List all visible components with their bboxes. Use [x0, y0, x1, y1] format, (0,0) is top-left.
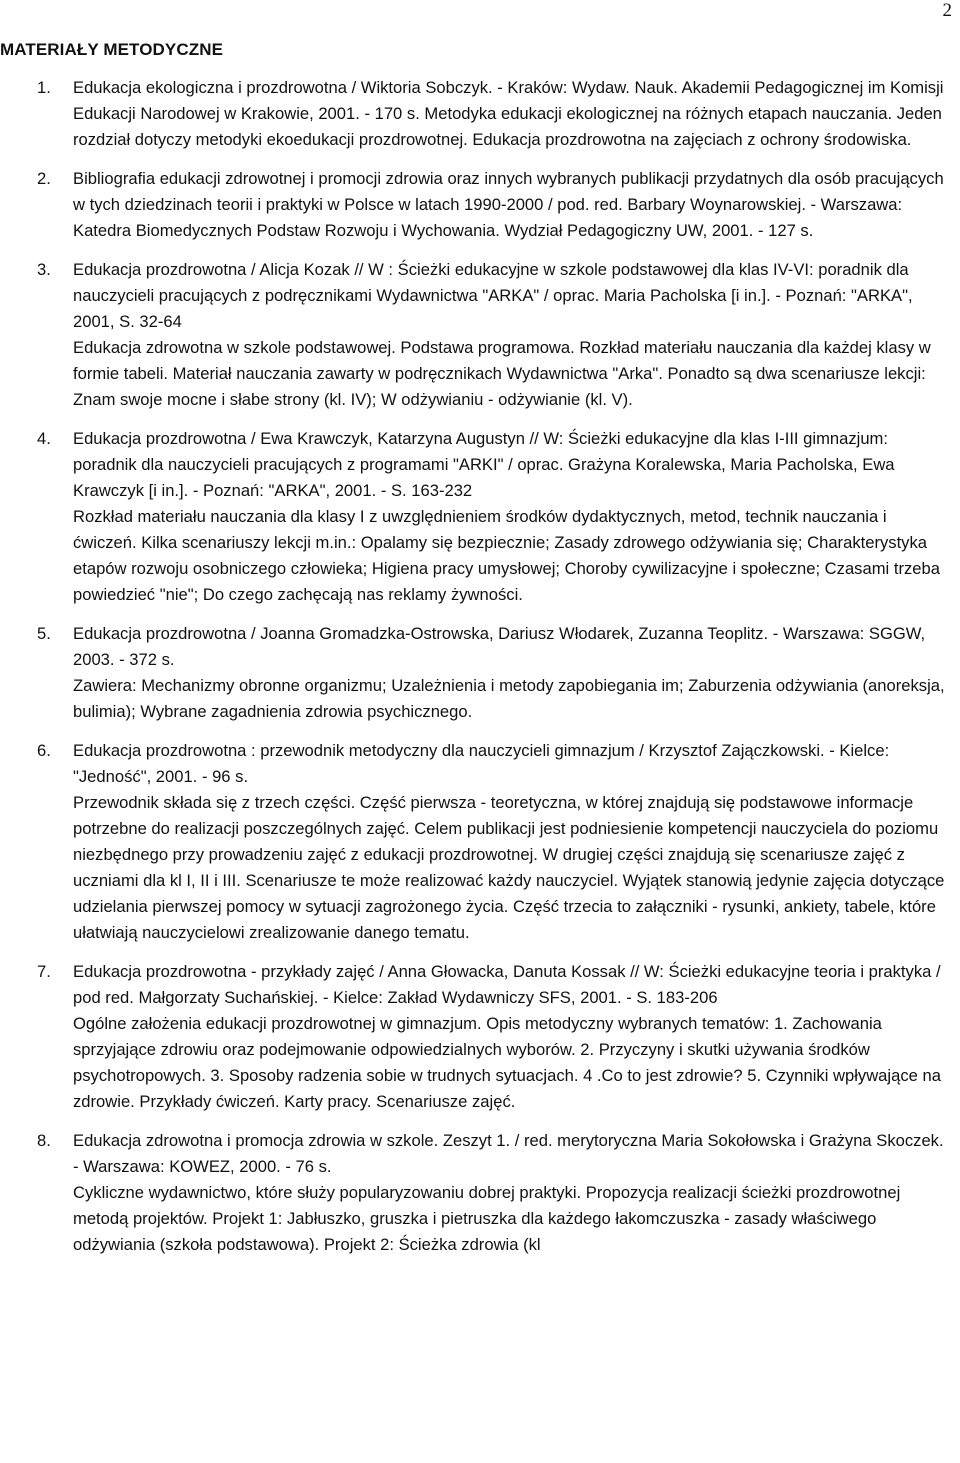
item-citation: Edukacja prozdrowotna / Ewa Krawczyk, Katarzyna Augustyn // W: Ścieżki edukacyjne dla klas I-III gimnazjum: poradnik dla nauczycieli pracujących z programami "ARKI" / oprac. Grażyna Koralewska, Maria Pacholska, Ewa Krawczyk [i in.]. - Poznań: "ARKA", 2001. - S. 163-232: [73, 429, 895, 500]
item-citation: Edukacja ekologiczna i prozdrowotna / Wiktoria Sobczyk. - Kraków: Wydaw. Nauk. Akademii Pedagogicznej im Komisji Edukacji Narodowej w Krakowie, 2001. - 170 s. Metodyka edukacji ekologicznej na różnych etapach nauczania. Jeden rozdział dotyczy metodyki ekoedukacji prozdrowotnej. Edukacja prozdrowotna na zajęciach z ochrony środowiska.: [73, 78, 944, 149]
item-citation: Edukacja prozdrowotna : przewodnik metodyczny dla nauczycieli gimnazjum / Krzysztof Zajączkowski. - Kielce: "Jedność", 2001. - 96 s.: [73, 741, 890, 786]
item-description: Zawiera: Mechanizmy obronne organizmu; Uzależnienia i metody zapobiegania im; Zaburzenia odżywiania (anoreksja, bulimia); Wybrane zagadnienia zdrowia psychicznego.: [73, 676, 945, 721]
list-item: [37, 75, 952, 153]
item-description: Cykliczne wydawnictwo, które służy popularyzowaniu dobrej praktyki. Propozycja realizacji ścieżki prozdrowotnej metodą projektów. Projekt 1: Jabłuszko, gruszka i pietruszka dla każdego łakomczuszka - zasady właściwego odżywiania (szkoła podstawowa). Projekt 2: Ścieżka zdrowia (kl: [73, 1183, 901, 1254]
bibliography-list: [37, 75, 952, 1271]
page-title: MATERIAŁY METODYCZNE: [0, 40, 224, 59]
list-item: [37, 621, 952, 725]
item-number: 3.: [37, 260, 51, 279]
page-number: 2: [942, 0, 952, 21]
item-number: 8.: [37, 1131, 51, 1150]
item-citation: Edukacja prozdrowotna / Alicja Kozak // W : Ścieżki edukacyjne w szkole podstawowej dla klas IV-VI: poradnik dla nauczycieli pracujących z podręcznikami Wydawnictwa "ARKA" / oprac. Maria Pacholska [i in.]. - Poznań: "ARKA", 2001, S. 32-64: [73, 260, 913, 331]
item-citation: Edukacja zdrowotna i promocja zdrowia w szkole. Zeszyt 1. / red. merytoryczna Maria Sokołowska i Grażyna Skoczek. - Warszawa: KOWEZ, 2000. - 76 s.: [73, 1131, 944, 1176]
list-item: [37, 738, 952, 946]
list-item: [37, 959, 952, 1115]
item-number: 1.: [37, 78, 51, 97]
item-number: 2.: [37, 169, 51, 188]
item-body: [73, 75, 952, 153]
list-item: [37, 257, 952, 413]
item-citation: Bibliografia edukacji zdrowotnej i promocji zdrowia oraz innych wybranych publikacji przydatnych dla osób pracujących w tych dziedzinach teorii i praktyki w Polsce w latach 1990-2000 / pod. red. Barbary Woynarowskiej. - Warszawa: Katedra Biomedycznych Podstaw Rozwoju i Wychowania. Wydział Pedagogiczny UW, 2001. - 127 s.: [73, 169, 944, 240]
item-description: Ogólne założenia edukacji prozdrowotnej w gimnazjum. Opis metodyczny wybranych tematów: 1. Zachowania sprzyjające zdrowiu oraz podejmowanie odpowiedzialnych wyborów. 2. Przyczyny i skutki używania środków psychotropowych. 3. Sposoby radzenia sobie w trudnych sytuacjach. 4 .Co to jest zdrowie? 5. Czynniki wpływające na zdrowie. Przykłady ćwiczeń. Karty pracy. Scenariusze zajęć.: [73, 1014, 941, 1111]
list-item: [37, 426, 952, 608]
item-body: [73, 738, 952, 946]
item-description: Edukacja zdrowotna w szkole podstawowej. Podstawa programowa. Rozkład materiału nauczania dla każdej klasy w formie tabeli. Materiał nauczania zawarty w podręcznikach Wydawnictwa "Arka". Ponadto są dwa scenariusze lekcji: Znam swoje mocne i słabe strony (kl. IV); W odżywianiu - odżywianie (kl. V).: [73, 338, 931, 409]
item-body: [73, 166, 952, 244]
list-item: [37, 1128, 952, 1258]
item-body: [73, 257, 952, 413]
item-description: Przewodnik składa się z trzech części. Część pierwsza - teoretyczna, w której znajdują się podstawowe informacje potrzebne do realizacji poszczególnych zajęć. Celem publikacji jest podniesienie kompetencji nauczyciela do poziomu niezbędnego przy prowadzeniu zajęć z edukacji prozdrowotnej. W drugiej części znajdują się scenariusze zajęć z uczniami dla kl I, II i III. Scenariusze te może realizować każdy nauczyciel. Wyjątek stanowią jedynie zajęcia dotyczące udzielania pierwszej pomocy w sytuacji zagrożonego życia. Część trzecia to załączniki - rysunki, ankiety, tabele, które ułatwiają nauczycielowi zrealizowanie danego tematu.: [73, 793, 945, 942]
item-number: 6.: [37, 741, 51, 760]
item-citation: Edukacja prozdrowotna - przykłady zajęć / Anna Głowacka, Danuta Kossak // W: Ścieżki edukacyjne teoria i praktyka / pod red. Małgorzaty Suchańskiej. - Kielce: Zakład Wydawniczy SFS, 2001. - S. 183-206: [73, 962, 941, 1007]
item-citation: Edukacja prozdrowotna / Joanna Gromadzka-Ostrowska, Dariusz Włodarek, Zuzanna Teoplitz. - Warszawa: SGGW, 2003. - 372 s.: [73, 624, 926, 669]
item-number: 4.: [37, 429, 51, 448]
list-item: [37, 166, 952, 244]
item-number: 7.: [37, 962, 51, 981]
item-body: [73, 1128, 952, 1258]
item-body: [73, 426, 952, 608]
item-description: Rozkład materiału nauczania dla klasy I z uwzględnieniem środków dydaktycznych, metod, technik nauczania i ćwiczeń. Kilka scenariuszy lekcji m.in.: Opalamy się bezpiecznie; Zasady zdrowego odżywiania się; Charakterystyka etapów rozwoju osobniczego człowieka; Higiena pracy umysłowej; Choroby cywilizacyjne i społeczne; Czasami trzeba powiedzieć "nie"; Do czego zachęcają nas reklamy żywności.: [73, 507, 940, 604]
item-number: 5.: [37, 624, 51, 643]
item-body: [73, 959, 952, 1115]
item-body: [73, 621, 952, 725]
